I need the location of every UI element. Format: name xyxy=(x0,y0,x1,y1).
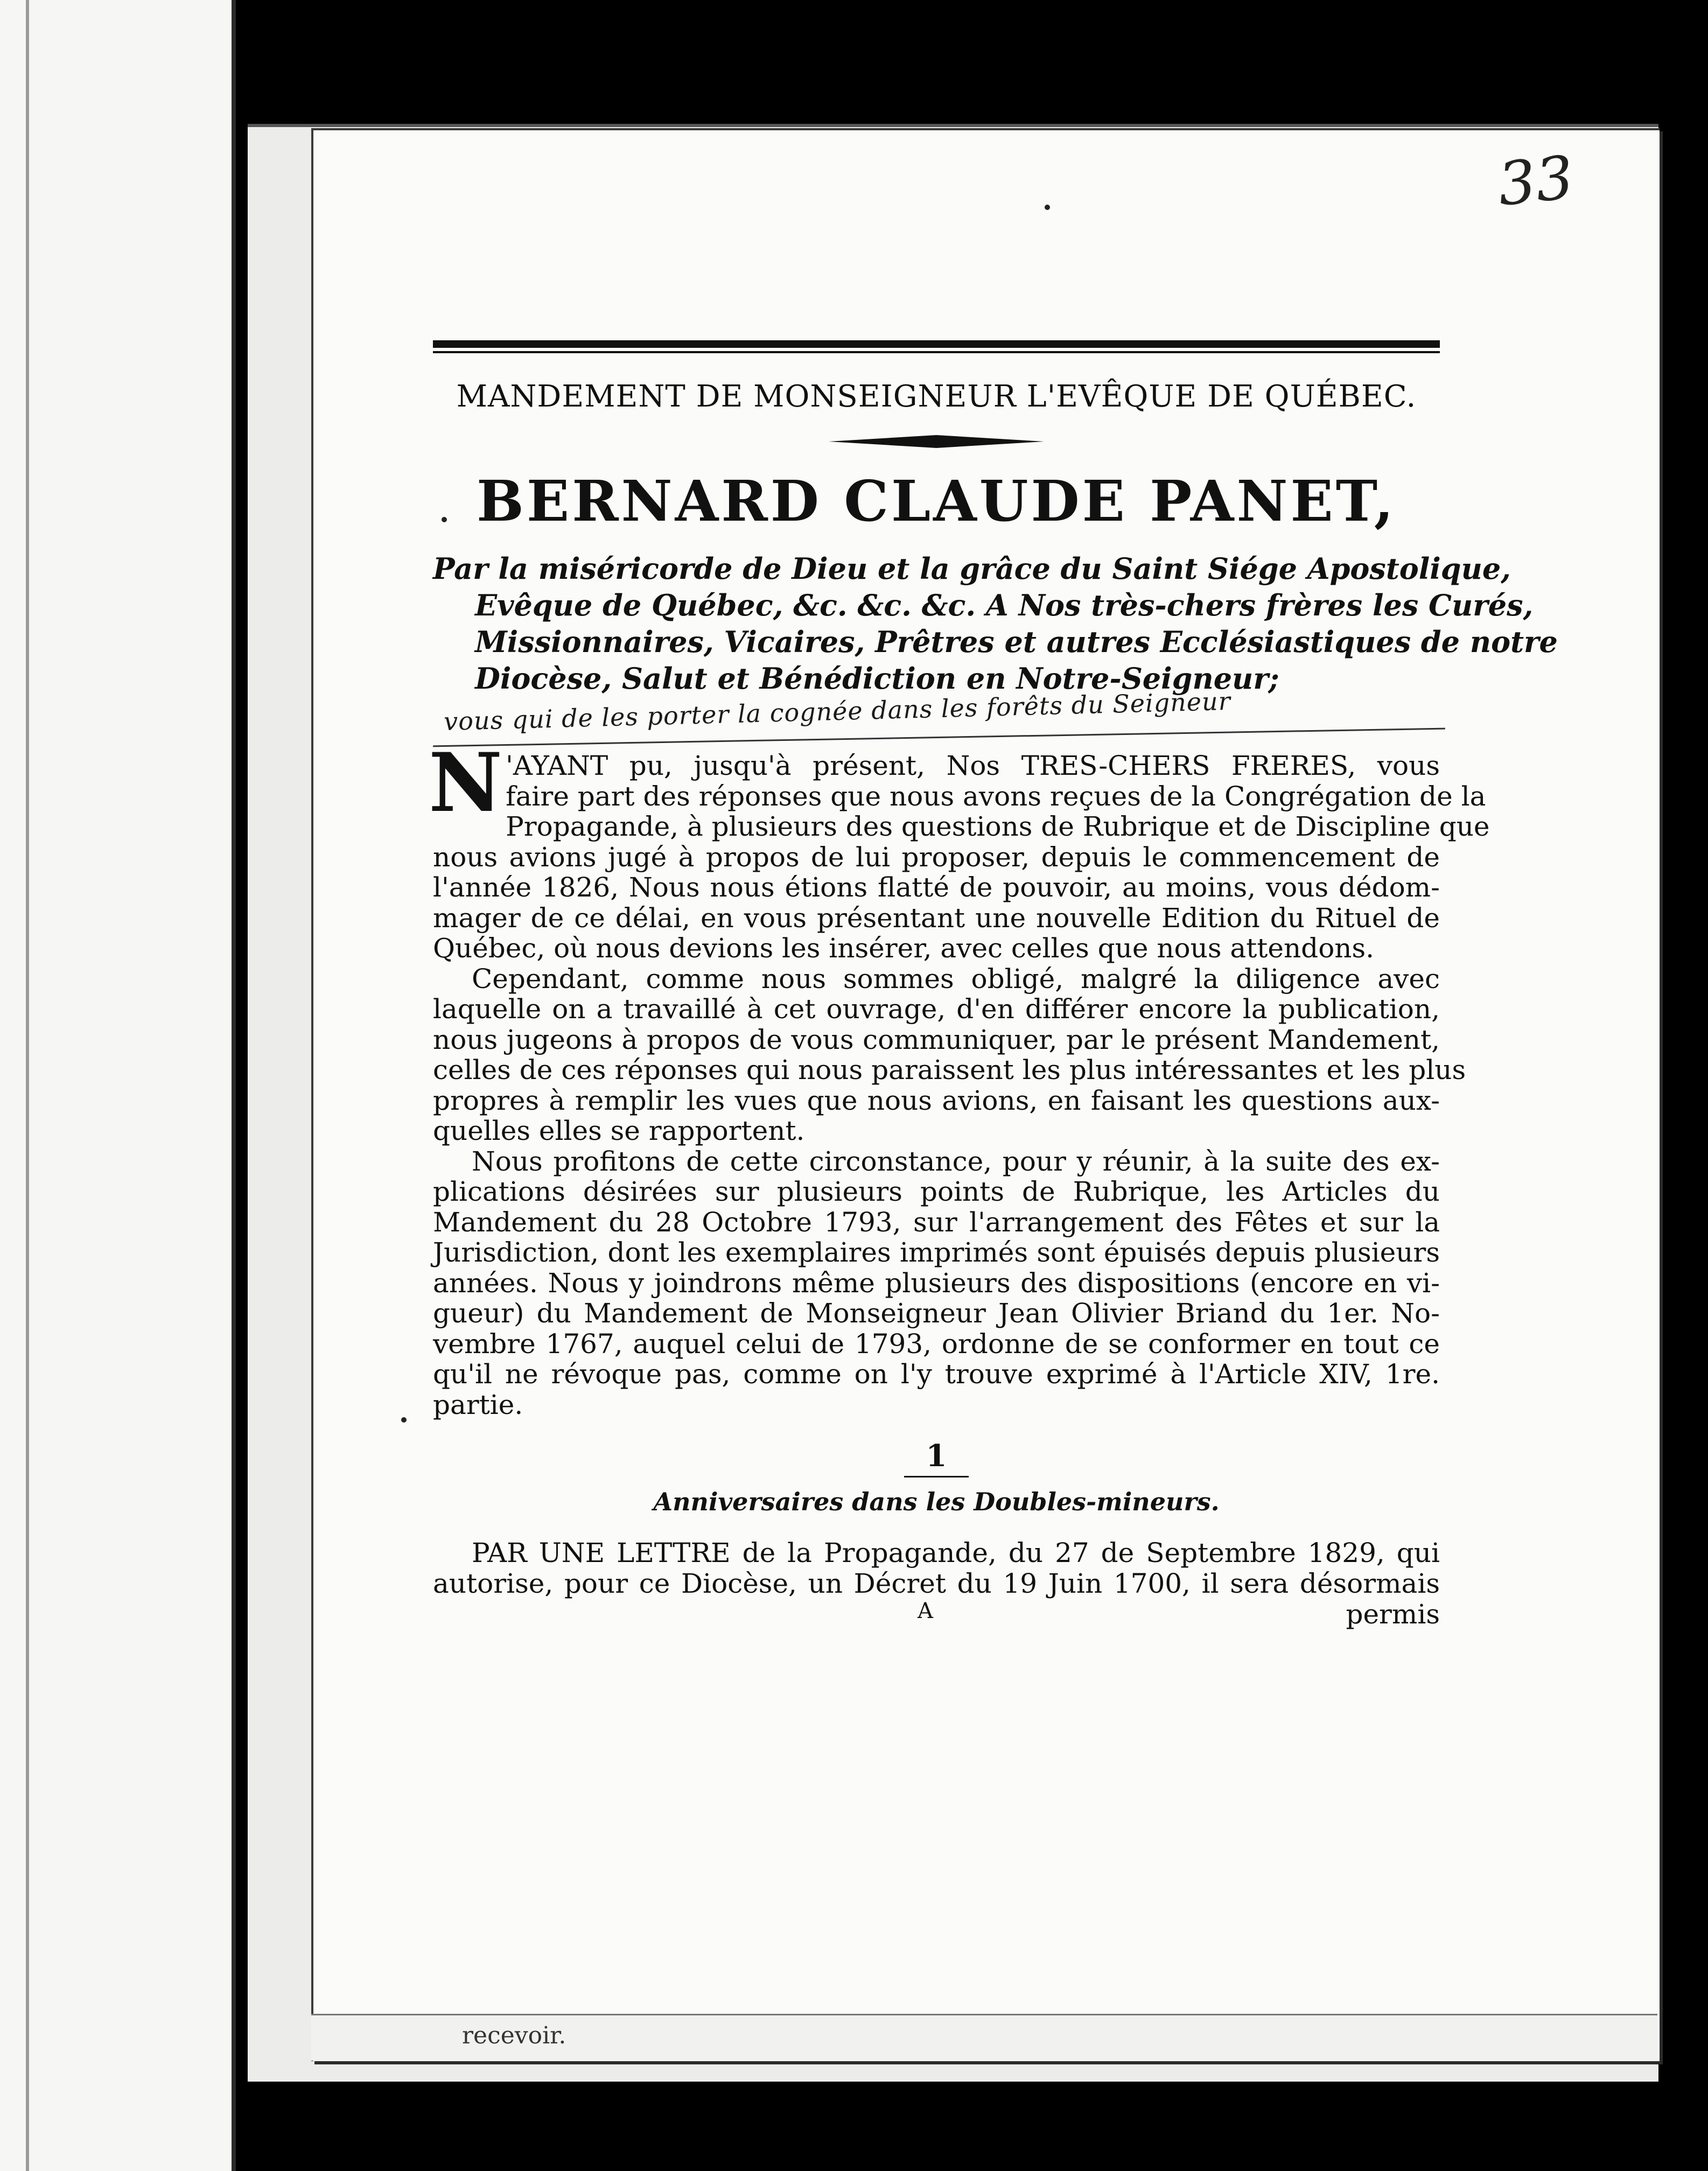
catchword: permis xyxy=(1346,1599,1440,1630)
signature-mark: A xyxy=(918,1599,933,1623)
text-line: vembre 1767, auquel celui de 1793, ordonne de se conformer en tout ce xyxy=(433,1328,1440,1360)
text-line: celles de ces réponses qui nous paraissent les plus intéressantes et les plus xyxy=(433,1054,1466,1086)
section-number: 1 xyxy=(926,1438,947,1474)
ink-speck xyxy=(401,1417,407,1423)
paragraph-2 xyxy=(433,963,1466,1146)
text-line: PAR UNE LETTRE de la Propagande, du 27 de Septembre 1829, qui xyxy=(472,1537,1440,1568)
title-block xyxy=(433,550,1558,697)
ornament-icon xyxy=(829,433,1044,450)
title-line: Diocèse, Salut et Bénédiction en Notre-Seigneur; xyxy=(475,661,1279,696)
title-line: Par la miséricorde de Dieu et la grâce du Saint Siége Apostolique, xyxy=(433,551,1511,586)
text-line: gueur) du Mandement de Monseigneur Jean Olivier Briand du 1er. No- xyxy=(433,1298,1440,1329)
handwritten-note: vous qui de les porter la cognée dans les forêts du Seigneur xyxy=(443,686,1231,737)
text-line: faire part des réponses que nous avons reçues de la Congrégation de la xyxy=(506,780,1486,812)
bishop-name: BERNARD CLAUDE PANET, xyxy=(477,468,1396,534)
paragraph-4 xyxy=(433,1538,1440,1599)
left-page-edge xyxy=(0,0,236,2171)
title-line: Evêque de Québec, &c. &c. &c. A Nos très-chers frères les Curés, xyxy=(475,588,1534,622)
text-line: plications désirées sur plusieurs points de Rubrique, les Articles du xyxy=(433,1176,1440,1207)
paragraph-1 xyxy=(429,736,1490,964)
top-thin-rule xyxy=(433,351,1440,353)
document-page xyxy=(311,128,1660,2061)
text-line: Nous profitons de cette circonstance, pour y réunir, à la suite des ex- xyxy=(472,1145,1440,1177)
text-line: années. Nous y joindrons même plusieurs des dispositions (encore en vi- xyxy=(433,1267,1440,1299)
section-title: Anniversaires dans les Doubles-mineurs. xyxy=(653,1487,1220,1516)
page-content xyxy=(429,340,1558,1631)
ornament-divider xyxy=(433,433,1440,450)
page-number: 33 xyxy=(1494,143,1577,219)
bleed-through-word: recevoir. xyxy=(462,2022,566,2049)
text-line: l'année 1826, Nous nous étions flatté de pouvoir, au moins, vous dédom- xyxy=(433,872,1440,903)
underlying-page-strip xyxy=(311,2014,1657,2061)
drop-cap: N xyxy=(429,736,503,830)
text-line: partie. xyxy=(433,1389,523,1420)
text-line: Jurisdiction, dont les exemplaires imprimés sont épuisés depuis plusieurs xyxy=(433,1237,1440,1268)
text-line: Propagande, à plusieurs des questions de Rubrique et de Discipline que xyxy=(506,811,1490,842)
mandement-header: MANDEMENT DE MONSEIGNEUR L'EVÊQUE DE QUÉBEC. xyxy=(456,379,1417,414)
text-line: nous jugeons à propos de vous communiquer, par le présent Mandement, xyxy=(433,1024,1440,1055)
text-line: Mandement du 28 Octobre 1793, sur l'arrangement des Fêtes et sur la xyxy=(433,1206,1440,1238)
text-line: autorise, pour ce Diocèse, un Décret du 19 Juin 1700, il sera désormais xyxy=(433,1567,1440,1599)
text-line: nous avions jugé à propos de lui proposer, depuis le commencement de xyxy=(433,841,1440,873)
section-rule xyxy=(904,1476,969,1477)
text-line: laquelle on a travaillé à cet ouvrage, d'en différer encore la publication, xyxy=(433,993,1440,1025)
catchword-line xyxy=(433,1599,1440,1631)
text-line: mager de ce délai, en vous présentant une nouvelle Edition du Rituel de xyxy=(433,902,1440,934)
text-line: propres à remplir les vues que nous avions, en faisant les questions aux- xyxy=(433,1084,1440,1116)
paragraph-3 xyxy=(433,1146,1440,1420)
left-page-fold xyxy=(26,0,29,2171)
text-line: Cependant, comme nous sommes obligé, malgré la diligence avec xyxy=(472,963,1440,995)
text-line: 'AYANT pu, jusqu'à présent, Nos TRES-CHERS FRERES, vous xyxy=(506,750,1440,781)
ink-speck xyxy=(442,517,447,522)
text-line: Québec, où nous devions les insérer, avec celles que nous attendons. xyxy=(433,933,1375,964)
title-line: Missionnaires, Vicaires, Prêtres et autres Ecclésiastiques de notre xyxy=(475,625,1558,659)
ink-speck xyxy=(1045,205,1050,210)
top-thick-rule xyxy=(433,340,1440,348)
handwritten-annotation xyxy=(433,686,1440,751)
text-line: quelles elles se rapportent. xyxy=(433,1115,805,1146)
text-line: qu'il ne révoque pas, comme on l'y trouve exprimé à l'Article XIV, 1re. xyxy=(433,1358,1440,1390)
